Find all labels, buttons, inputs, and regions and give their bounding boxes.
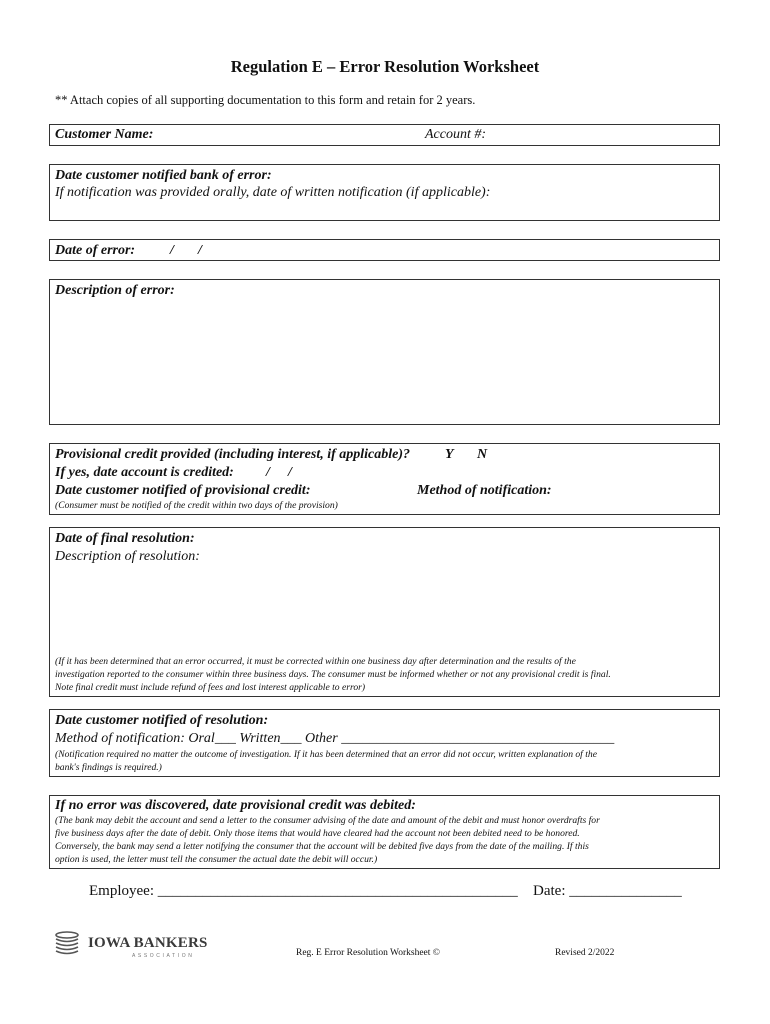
logo-wordmark: IOWA BANKERS: [88, 935, 208, 951]
logo-association: ASSOCIATION: [132, 953, 195, 959]
no-error-label: If no error was discovered, date provisional credit was debited:: [55, 798, 416, 813]
no-error-note-line-2: five business days after the date of debit. Only those items that would have cleared had the account not been debited need to be honored.: [55, 828, 580, 839]
final-note-line-1: (If it has been determined that an error occurred, it must be corrected within one business day after determination and the results of the: [55, 656, 576, 667]
signature-date-line: Date: _______________: [533, 883, 682, 899]
employee-signature-line: Employee: ________________________________________________: [89, 883, 518, 899]
error-description-label: Description of error:: [55, 283, 175, 298]
customer-box: [49, 124, 720, 146]
error-date-label: Date of error:: [55, 243, 136, 258]
resolution-description-label: Description of resolution:: [55, 549, 200, 564]
resolution-notified-label: Date customer notified of resolution:: [55, 713, 269, 728]
attach-note: ** Attach copies of all supporting documentation to this form and retain for 2 years.: [55, 93, 476, 107]
customer-name-label: Customer Name:: [55, 127, 154, 142]
error-description-box: [49, 279, 720, 425]
final-resolution-date-label: Date of final resolution:: [55, 531, 195, 546]
provisional-notified-label: Date customer notified of provisional credit:: [55, 483, 311, 498]
no-error-note-line-1: (The bank may debit the account and send a letter to the consumer advising of the date and amount of the debit and must honor overdrafts for: [55, 815, 600, 826]
provisional-yes-option: Y: [445, 447, 454, 462]
oral-notification-note: If notification was provided orally, date of written notification (if applicable):: [55, 185, 491, 200]
final-note-line-3: Note final credit must include refund of fees and lost interest applicable to error): [55, 682, 366, 693]
no-error-box: [49, 795, 720, 869]
resolution-method-line: Method of notification: Oral___ Written___ Other _______________________________________: [55, 731, 615, 746]
credited-date-slash-2: /: [288, 465, 292, 480]
form-title: Regulation E – Error Resolution Worksheet: [230, 57, 540, 76]
provisional-method-label: Method of notification:: [417, 483, 552, 498]
iowa-bankers-logo-icon: [54, 931, 84, 957]
error-date-slash-1: /: [170, 243, 174, 258]
provisional-credit-question: Provisional credit provided (including interest, if applicable)?: [55, 447, 411, 462]
credited-date-label: If yes, date account is credited:: [55, 465, 234, 480]
provisional-credit-box: [49, 443, 720, 515]
no-error-note-line-4: option is used, the letter must tell the consumer the actual date the debit will occur.): [55, 854, 378, 865]
provisional-note: (Consumer must be notified of the credit within two days of the provision): [55, 500, 338, 511]
final-note-line-2: investigation reported to the consumer within three business days. The consumer must be informed whether or not any provisional credit is final.: [55, 669, 611, 680]
resolution-notice-box: [49, 709, 720, 777]
notification-box: [49, 164, 720, 221]
footer-document-name: Reg. E Error Resolution Worksheet ©: [296, 948, 441, 958]
error-date-box: [49, 239, 720, 261]
error-date-slash-2: /: [198, 243, 202, 258]
final-resolution-box: [49, 527, 720, 697]
notified-date-label: Date customer notified bank of error:: [55, 168, 272, 183]
account-number-label: Account #:: [425, 127, 487, 142]
no-error-note-line-3: Conversely, the bank may send a letter notifying the consumer that the account will be debited five days from the date of the mailing. If this: [55, 841, 589, 852]
provisional-no-option: N: [477, 447, 488, 462]
resolution-note-line-2: bank's findings is required.): [55, 762, 162, 773]
resolution-note-line-1: (Notification required no matter the outcome of investigation. If it has been determined that an error did not occur, written explanation of the: [55, 749, 597, 760]
credited-date-slash-1: /: [266, 465, 270, 480]
footer-revised-date: Revised 2/2022: [555, 948, 615, 958]
